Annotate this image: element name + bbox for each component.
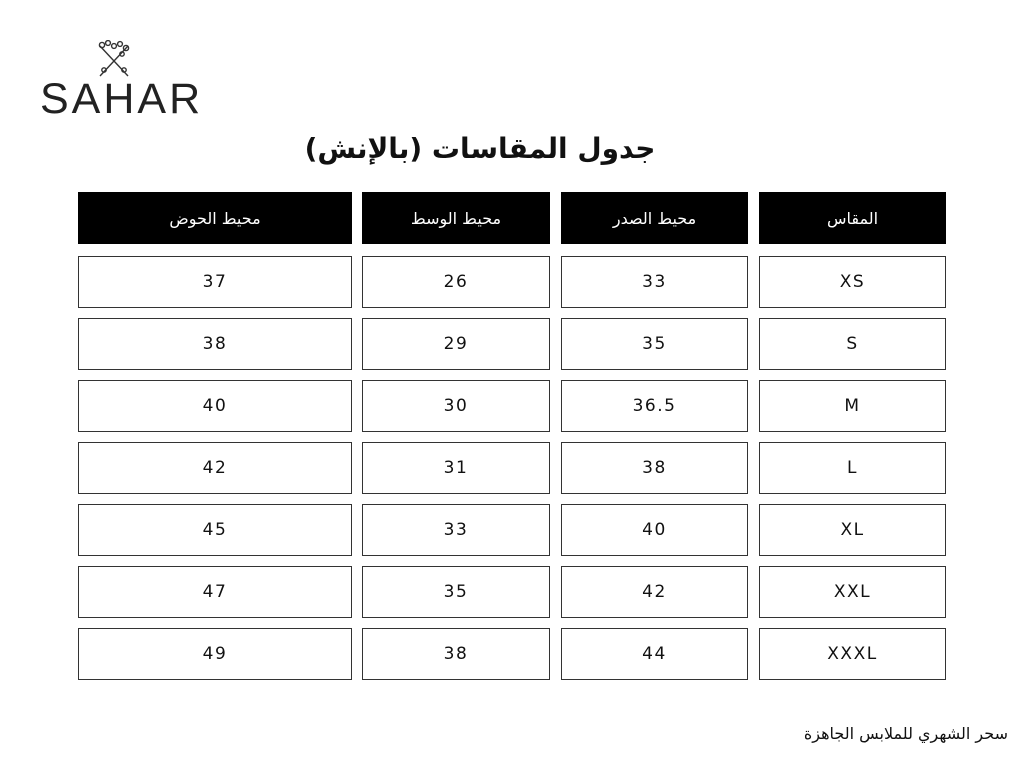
scissors-flower-icon xyxy=(94,40,134,80)
cell-hip: 49 xyxy=(78,628,352,680)
header-hip: محيط الحوض xyxy=(78,192,352,244)
cell-hip: 37 xyxy=(78,256,352,308)
cell-hip: 42 xyxy=(78,442,352,494)
cell-size: L xyxy=(759,442,946,494)
cell-waist: 33 xyxy=(362,504,550,556)
cell-size: XL xyxy=(759,504,946,556)
cell-waist: 29 xyxy=(362,318,550,370)
cell-hip: 40 xyxy=(78,380,352,432)
cell-bust: 33 xyxy=(561,256,748,308)
cell-hip: 45 xyxy=(78,504,352,556)
cell-size: M xyxy=(759,380,946,432)
cell-size: XXXL xyxy=(759,628,946,680)
cell-size: XXL xyxy=(759,566,946,618)
cell-bust: 42 xyxy=(561,566,748,618)
cell-bust: 35 xyxy=(561,318,748,370)
cell-bust: 38 xyxy=(561,442,748,494)
cell-size: S xyxy=(759,318,946,370)
cell-hip: 38 xyxy=(78,318,352,370)
cell-bust: 36.5 xyxy=(561,380,748,432)
cell-waist: 31 xyxy=(362,442,550,494)
cell-waist: 35 xyxy=(362,566,550,618)
header-bust: محيط الصدر xyxy=(561,192,748,244)
cell-bust: 40 xyxy=(561,504,748,556)
brand-logo xyxy=(40,40,204,124)
cell-waist: 38 xyxy=(362,628,550,680)
cell-waist: 30 xyxy=(362,380,550,432)
page-title: جدول المقاسات (بالإنش) xyxy=(304,132,656,165)
cell-bust: 44 xyxy=(561,628,748,680)
header-size: المقاس xyxy=(759,192,946,244)
brand-wordmark: SAHAR xyxy=(40,75,204,123)
cell-size: XS xyxy=(759,256,946,308)
footer-company-name: سحر الشهري للملابس الجاهزة xyxy=(803,724,1008,743)
header-waist: محيط الوسط xyxy=(362,192,550,244)
cell-waist: 26 xyxy=(362,256,550,308)
cell-hip: 47 xyxy=(78,566,352,618)
